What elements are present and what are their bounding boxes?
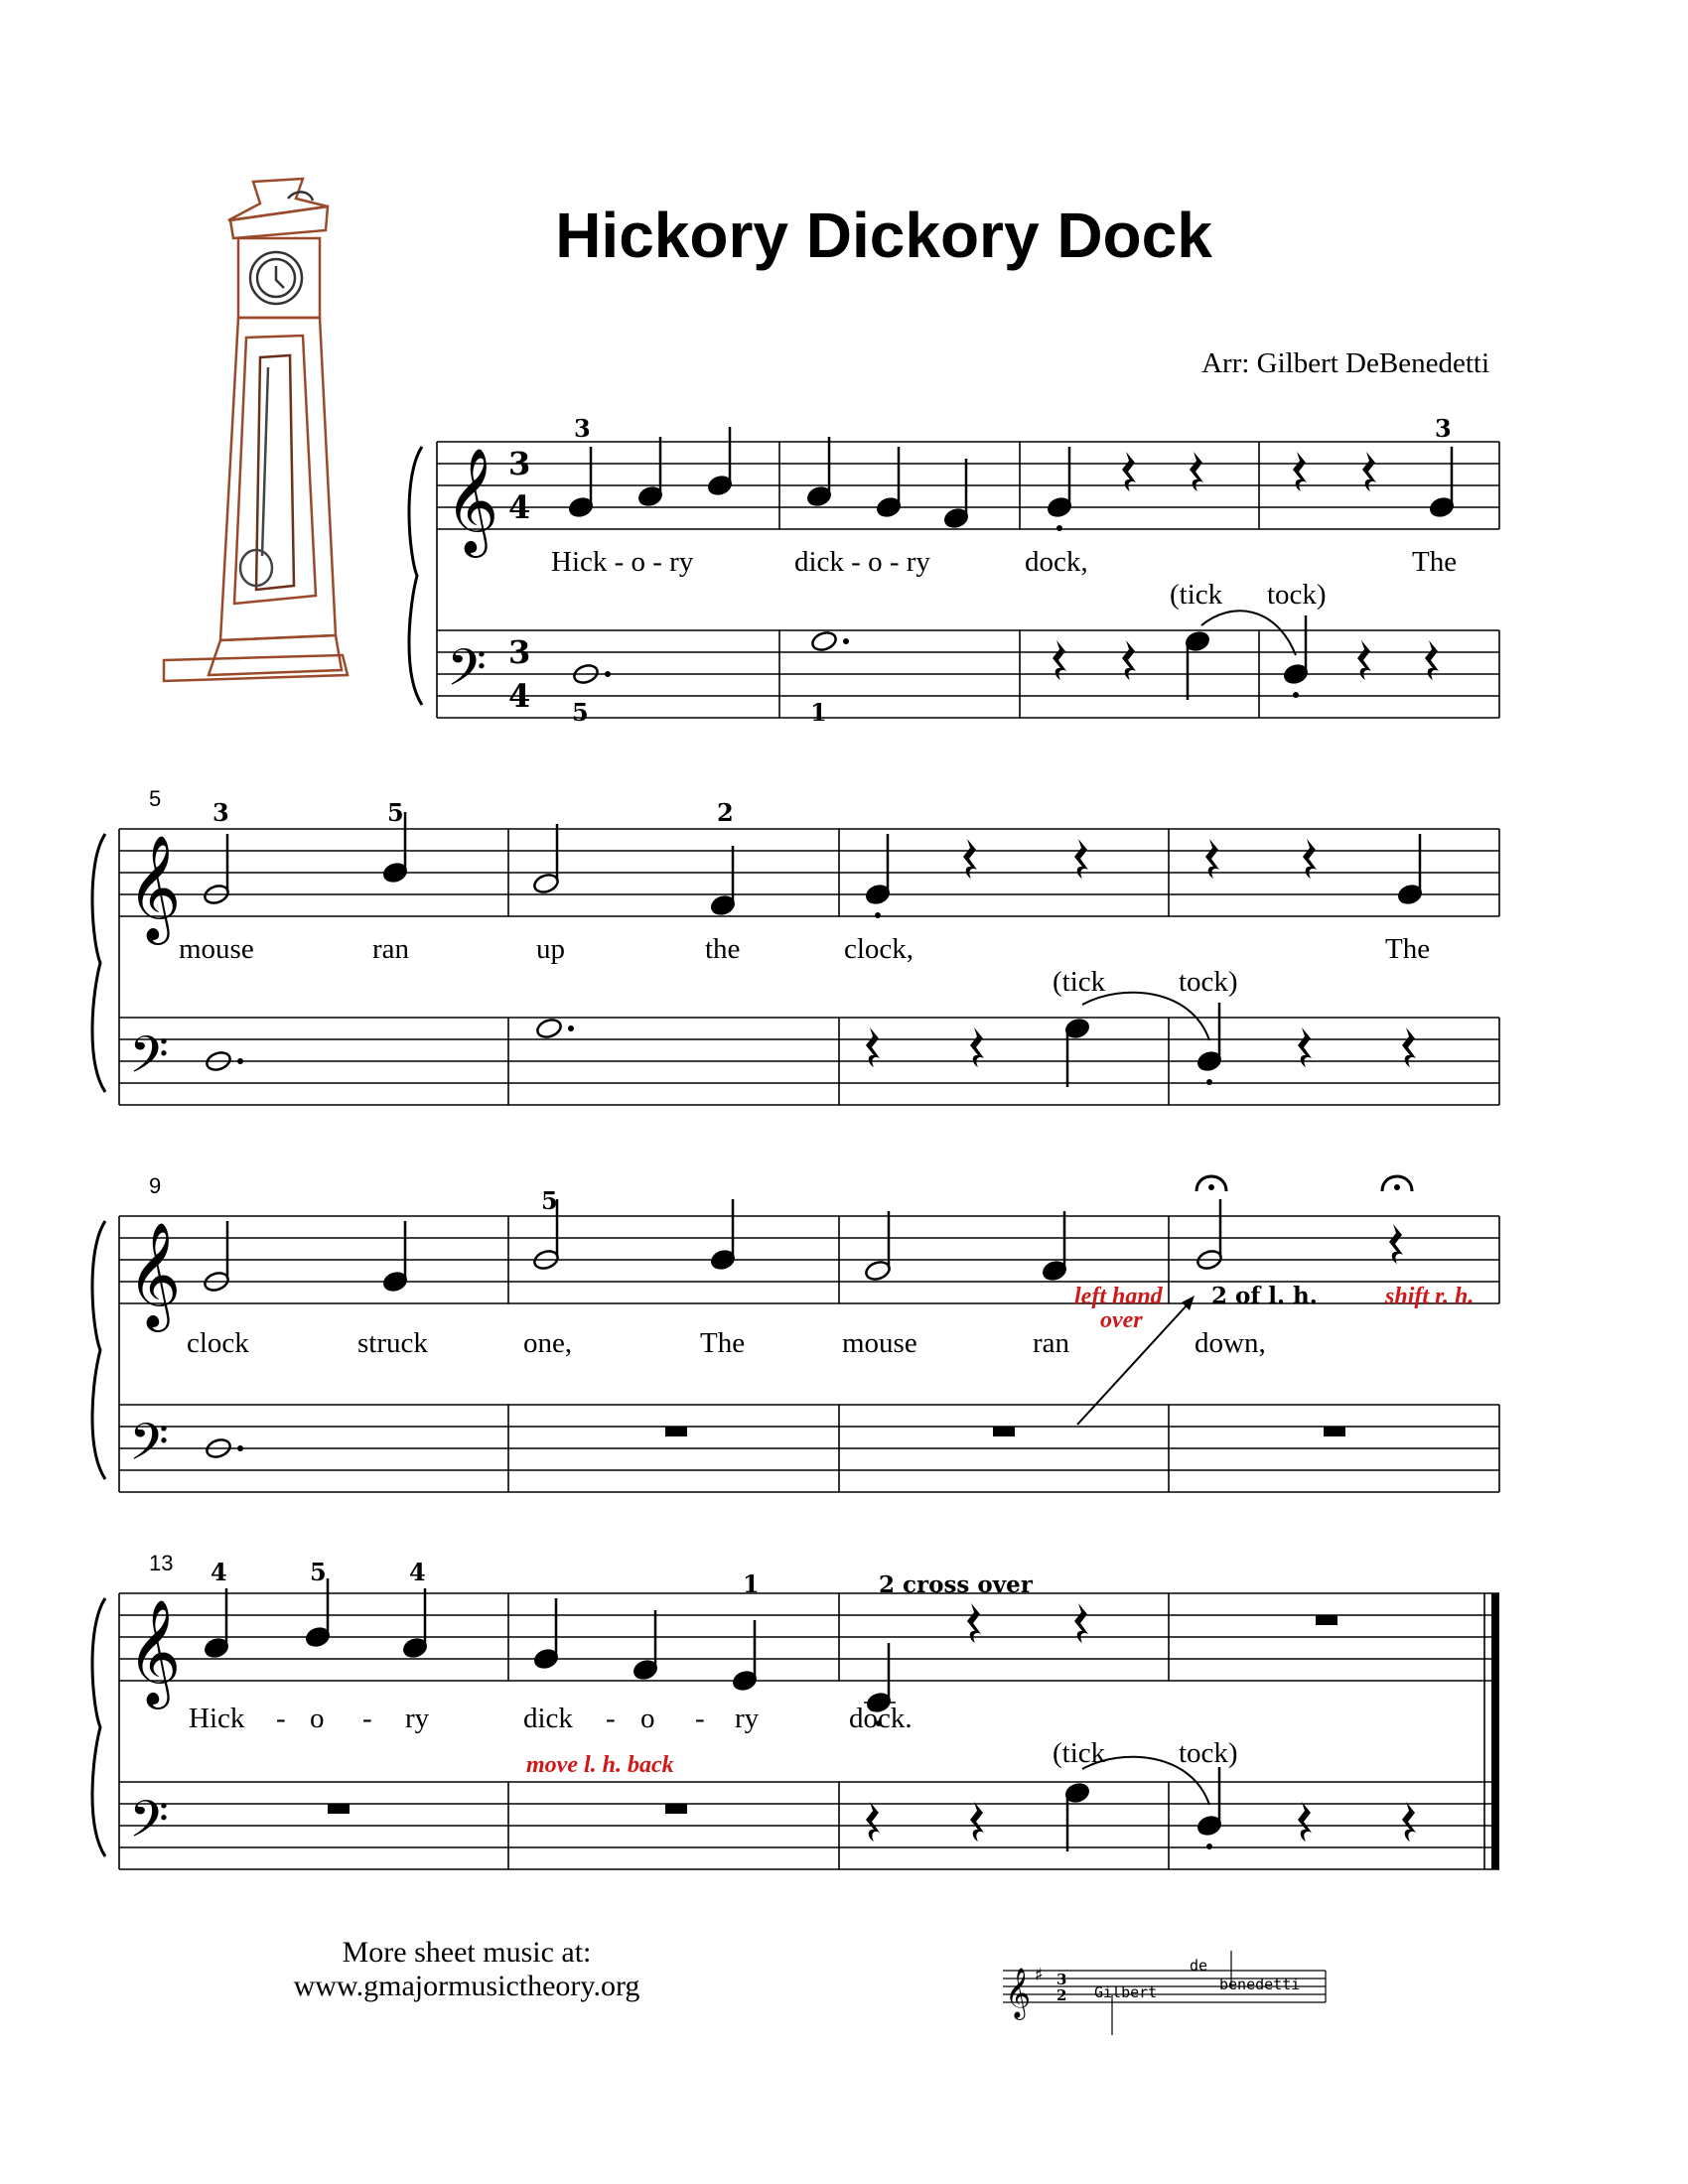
lyric: mouse (179, 933, 254, 965)
lyric: dock, (1025, 546, 1088, 578)
whole-rests (665, 1427, 1345, 1436)
bass-notes (572, 611, 1309, 700)
final-barline (1491, 1593, 1499, 1869)
lyric: down, (1195, 1327, 1266, 1359)
fingering: 1 (810, 698, 827, 727)
system-brace (409, 447, 422, 705)
bass-clef: 𝄢 (129, 1789, 169, 1861)
time-signature-bottom: 4 (508, 488, 531, 526)
lyric: - (695, 1703, 705, 1734)
annotation-left-hand-over: over (1100, 1307, 1143, 1333)
lyric: o (310, 1703, 325, 1734)
lyric: ry (405, 1703, 430, 1734)
fingering: 5 (387, 798, 404, 827)
bass-clef: 𝄢 (129, 1412, 169, 1484)
whole-rest (1316, 1615, 1337, 1625)
system-1 (409, 414, 1499, 727)
lyric: mouse (842, 1327, 917, 1359)
signature-first-name: Gilbert (1094, 1983, 1158, 2001)
lyric: Hick (189, 1703, 245, 1734)
treble-rest (1389, 1224, 1403, 1264)
lyric: dock. (849, 1703, 913, 1734)
treble-notes (203, 1176, 1412, 1294)
fingering: 5 (572, 698, 589, 727)
lyric: ran (1033, 1327, 1070, 1359)
fingering: 2 (717, 798, 734, 827)
annotation-left-hand-over: left hand (1074, 1284, 1163, 1309)
composer-signature-staff (1003, 1951, 1326, 2035)
system-brace (92, 1598, 105, 1856)
lyric: the (705, 933, 741, 965)
time-signature-top: 3 (508, 633, 531, 671)
fingering: 5 (310, 1558, 327, 1586)
treble-clef: 𝄞 (445, 447, 499, 553)
fingering: 4 (211, 1558, 227, 1586)
arranger-credit: Arr: Gilbert DeBenedetti (1201, 347, 1489, 379)
annotation-shift-rh: shift r. h. (1385, 1284, 1475, 1309)
lyric: clock (187, 1327, 249, 1359)
lyric: o (640, 1703, 655, 1734)
lyric: The (700, 1327, 746, 1359)
footer-link[interactable]: www.gmajormusictheory.org (293, 1970, 640, 2002)
lyric: dick - o - ry (794, 546, 930, 578)
system-brace (92, 1221, 105, 1479)
lyric: ry (735, 1703, 760, 1734)
whole-rests (328, 1804, 687, 1814)
lyric: up (536, 933, 565, 965)
fingering: 1 (743, 1570, 760, 1598)
system-3 (92, 1173, 1499, 1492)
fingering: 4 (409, 1558, 426, 1586)
tick-text: (tick (1170, 579, 1223, 611)
tock-text: tock) (1267, 579, 1327, 611)
page-title: Hickory Dickory Dock (555, 200, 1212, 271)
bass-rests (866, 1802, 1416, 1842)
footer (253, 1936, 680, 2003)
sharp-sign: ♯ (1035, 1965, 1044, 1985)
system-4 (92, 1551, 1499, 1869)
lyric: clock, (844, 933, 914, 965)
time-signature-top: 3 (508, 445, 531, 482)
bass-clef: 𝄢 (129, 1024, 169, 1097)
lyric: Hick - o - ry (551, 546, 694, 578)
system-brace (92, 834, 105, 1092)
tock-text: tock) (1179, 966, 1238, 998)
fingering: 3 (1435, 414, 1452, 443)
lyric: - (362, 1703, 372, 1734)
tock-text: tock) (1179, 1737, 1238, 1769)
signature-time-top: 3 (1056, 1971, 1067, 1988)
lyric: one, (523, 1327, 573, 1359)
annotation-move-lh-back: move l. h. back (526, 1752, 674, 1778)
treble-clef: 𝄞 (127, 1221, 182, 1327)
lyric: ran (372, 933, 410, 965)
treble-notes (203, 812, 1423, 918)
signature-time-bottom: 2 (1056, 1986, 1067, 2004)
annotation-two-of-lh: 2 of l. h. (1211, 1283, 1318, 1309)
lyric: - (276, 1703, 286, 1734)
lyric: - (606, 1703, 616, 1734)
measure-number: 9 (149, 1173, 162, 1198)
tick-text: (tick (1053, 1737, 1106, 1769)
lyric: dick (523, 1703, 573, 1734)
fingering: 3 (574, 414, 591, 443)
tick-text: (tick (1053, 966, 1106, 998)
treble-clef: 𝄞 (127, 834, 182, 940)
time-signature-bottom: 4 (508, 677, 531, 715)
system-2 (92, 786, 1499, 1105)
fingering: 5 (541, 1186, 558, 1215)
measure-number: 5 (149, 786, 162, 811)
lyric: struck (357, 1327, 428, 1359)
treble-clef: 𝄞 (1005, 1968, 1032, 2018)
lyric: The (1385, 933, 1431, 965)
lyric: The (1412, 546, 1458, 578)
fingering: 3 (212, 798, 229, 827)
footer-line: More sheet music at: (342, 1936, 592, 1969)
annotation-cross-over: 2 cross over (879, 1571, 1033, 1598)
signature-last-name: de (1190, 1957, 1208, 1975)
bass-clef: 𝄢 (447, 637, 487, 710)
grandfather-clock-illustration (164, 179, 348, 681)
treble-clef: 𝄞 (127, 1598, 182, 1705)
signature-last-name: benedetti (1219, 1976, 1301, 1993)
measure-number: 13 (149, 1551, 174, 1575)
